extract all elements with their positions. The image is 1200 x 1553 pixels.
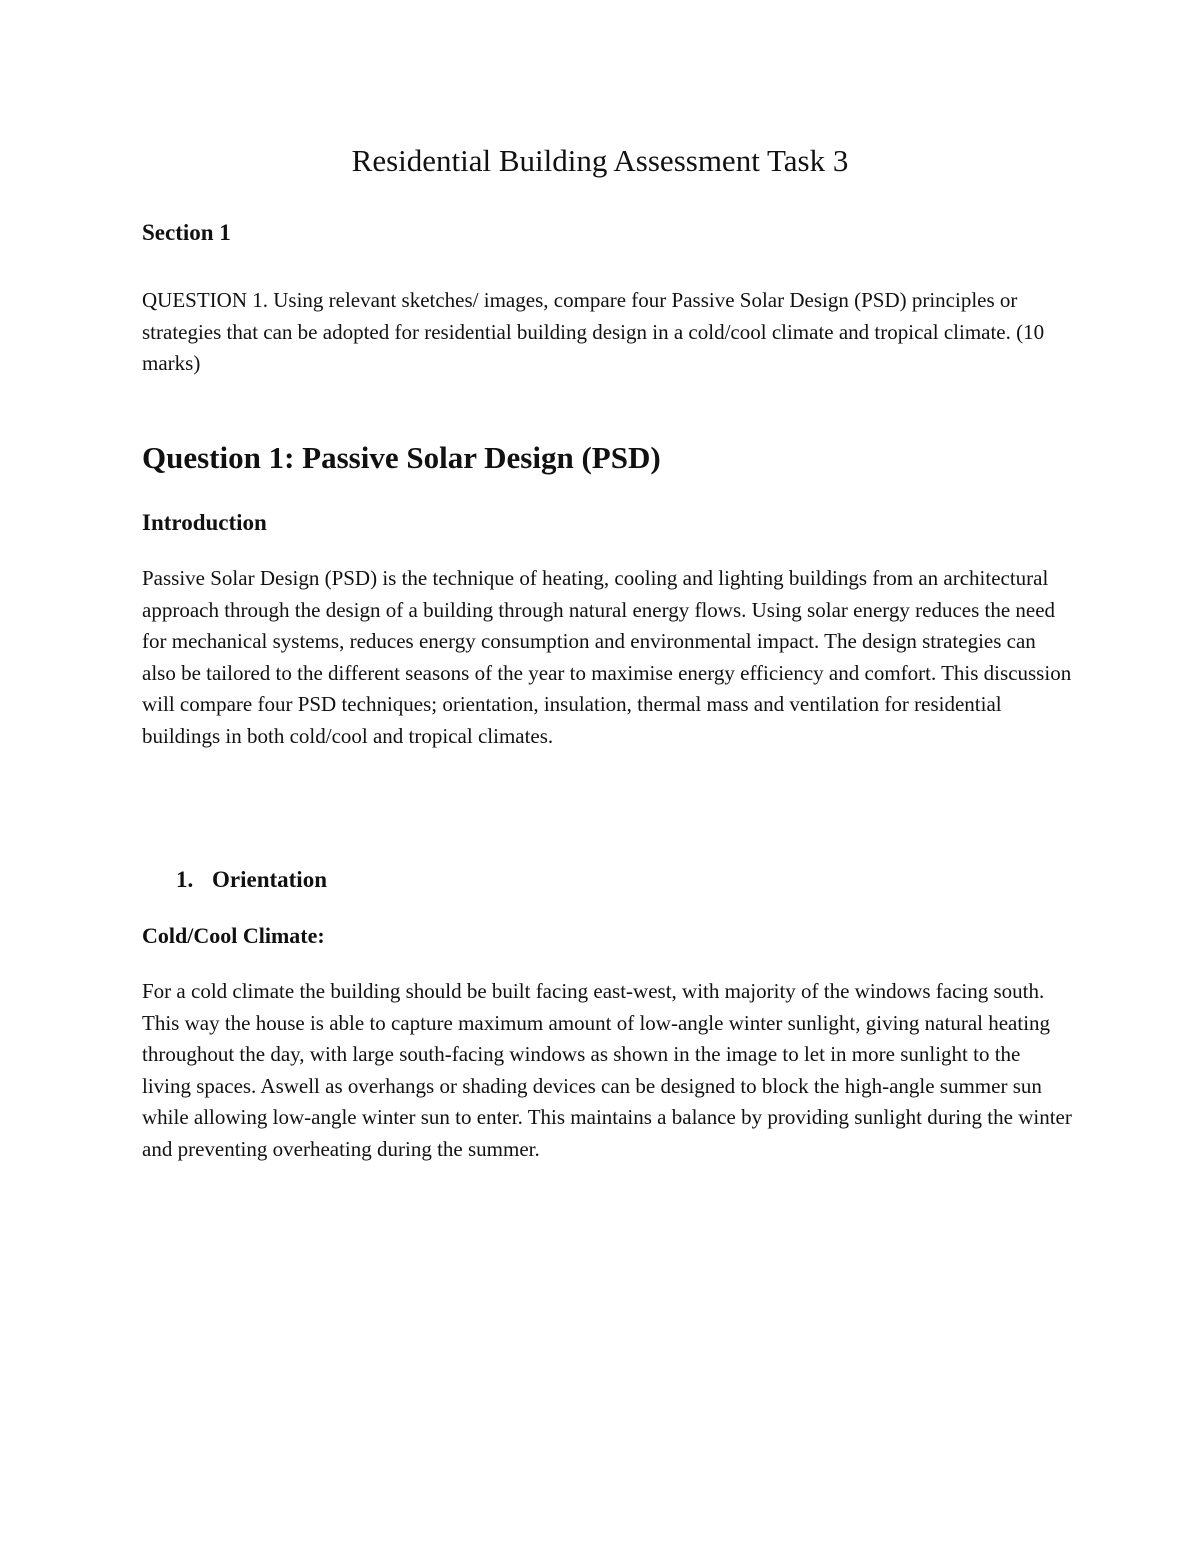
cold-climate-text: For a cold climate the building should be built facing east-west, with majority of the windows facing south. This way the house is able to capture maximum amount of low-angle winter sunlight, giving natural heating throughout the day, with large south-facing windows as shown in the image to let in more sunlight to the living spaces. Aswell as overhangs or shading devices can be designed to block the high-angle summer sun while allowing low-angle winter sun to enter. This maintains a balance by providing sunlight during the winter and preventing overheating during the summer. [142,979,1072,1161]
document-title: Residential Building Assessment Task 3 [351,143,849,178]
question-text: QUESTION 1. Using relevant sketches/ images, compare four Passive Solar Design (PSD) principles or strategies that can be adopted for residential building design in a cold/cool climate and tropical climate. (10 marks) [142,288,1045,375]
orientation-heading: Orientation [212,867,327,892]
section-heading: Section 1 [142,220,231,245]
introduction-heading: Introduction [142,510,267,535]
orientation-heading-item [176,866,327,894]
question-heading: Question 1: Passive Solar Design (PSD) [142,440,661,475]
list-number: 1. [176,867,194,892]
cold-climate-heading: Cold/Cool Climate: [142,923,325,948]
introduction-text: Passive Solar Design (PSD) is the technique of heating, cooling and lighting buildings from an architectural approach through the design of a building through natural energy flows. Using solar energy reduces the need for mechanical systems, reduces energy consumption and environmental impact. The design strategies can also be tailored to the different seasons of the year to maximise energy efficiency and comfort. This discussion will compare four PSD techniques; orientation, insulation, thermal mass and ventilation for residential buildings in both cold/cool and tropical climates. [142,566,1072,748]
